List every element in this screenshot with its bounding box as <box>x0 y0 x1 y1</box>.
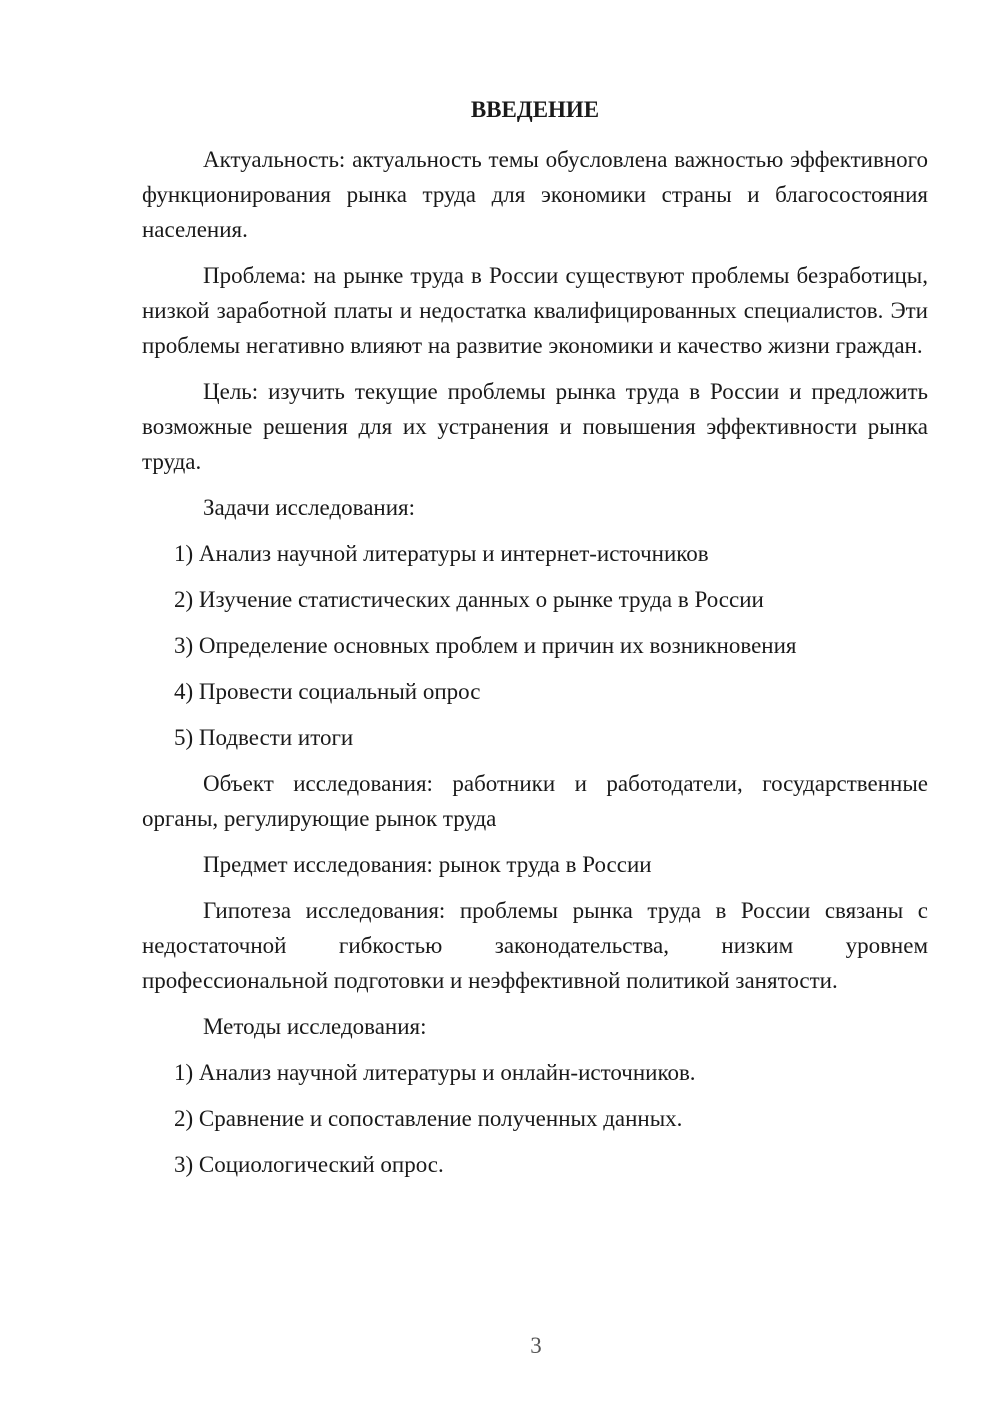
list-item: 3) Определение основных проблем и причин их возникновения <box>174 633 797 658</box>
list-item: 2) Изучение статистических данных о рынке труда в России <box>174 587 764 612</box>
list-item: 2) Сравнение и сопоставление полученных данных. <box>174 1106 683 1131</box>
methods-heading: Методы исследования: <box>203 1014 427 1039</box>
tasks-list <box>142 536 928 755</box>
list-item: 4) Провести социальный опрос <box>174 679 481 704</box>
methods-list <box>142 1055 928 1182</box>
list-item: 1) Анализ научной литературы и онлайн-источников. <box>174 1060 696 1085</box>
list-item: 5) Подвести итоги <box>174 725 354 750</box>
list-item: 1) Анализ научной литературы и интернет-источников <box>174 541 709 566</box>
paragraph-goal: Цель: изучить текущие проблемы рынка труда в России и предложить возможные решения для их устранения и повышения эффективности рынка труда. <box>142 379 928 474</box>
paragraph-subject: Предмет исследования: рынок труда в России <box>203 852 652 877</box>
paragraph-problem: Проблема: на рынке труда в России существуют проблемы безработицы, низкой заработной платы и недостатка квалифицированных специалистов. Эти проблемы негативно влияют на развитие экономики и качество жизни граждан. <box>142 263 928 358</box>
tasks-heading: Задачи исследования: <box>203 495 416 520</box>
page-title: ВВЕДЕНИЕ <box>470 97 600 122</box>
list-item: 3) Социологический опрос. <box>174 1152 444 1177</box>
paragraph-hypothesis: Гипотеза исследования: проблемы рынка труда в России связаны с недостаточной гибкостью законодательства, низким уровнем профессиональной подготовки и неэффективной политикой занятости. <box>142 898 928 993</box>
document-body <box>142 142 928 1193</box>
paragraph-object: Объект исследования: работники и работодатели, государственные органы, регулирующие рынок труда <box>142 771 928 831</box>
page-number: 3 <box>530 1333 542 1358</box>
paragraph-relevance: Актуальность: актуальность темы обусловлена важностью эффективного функционирования рынка труда для экономики страны и благосостояния населения. <box>142 147 928 242</box>
